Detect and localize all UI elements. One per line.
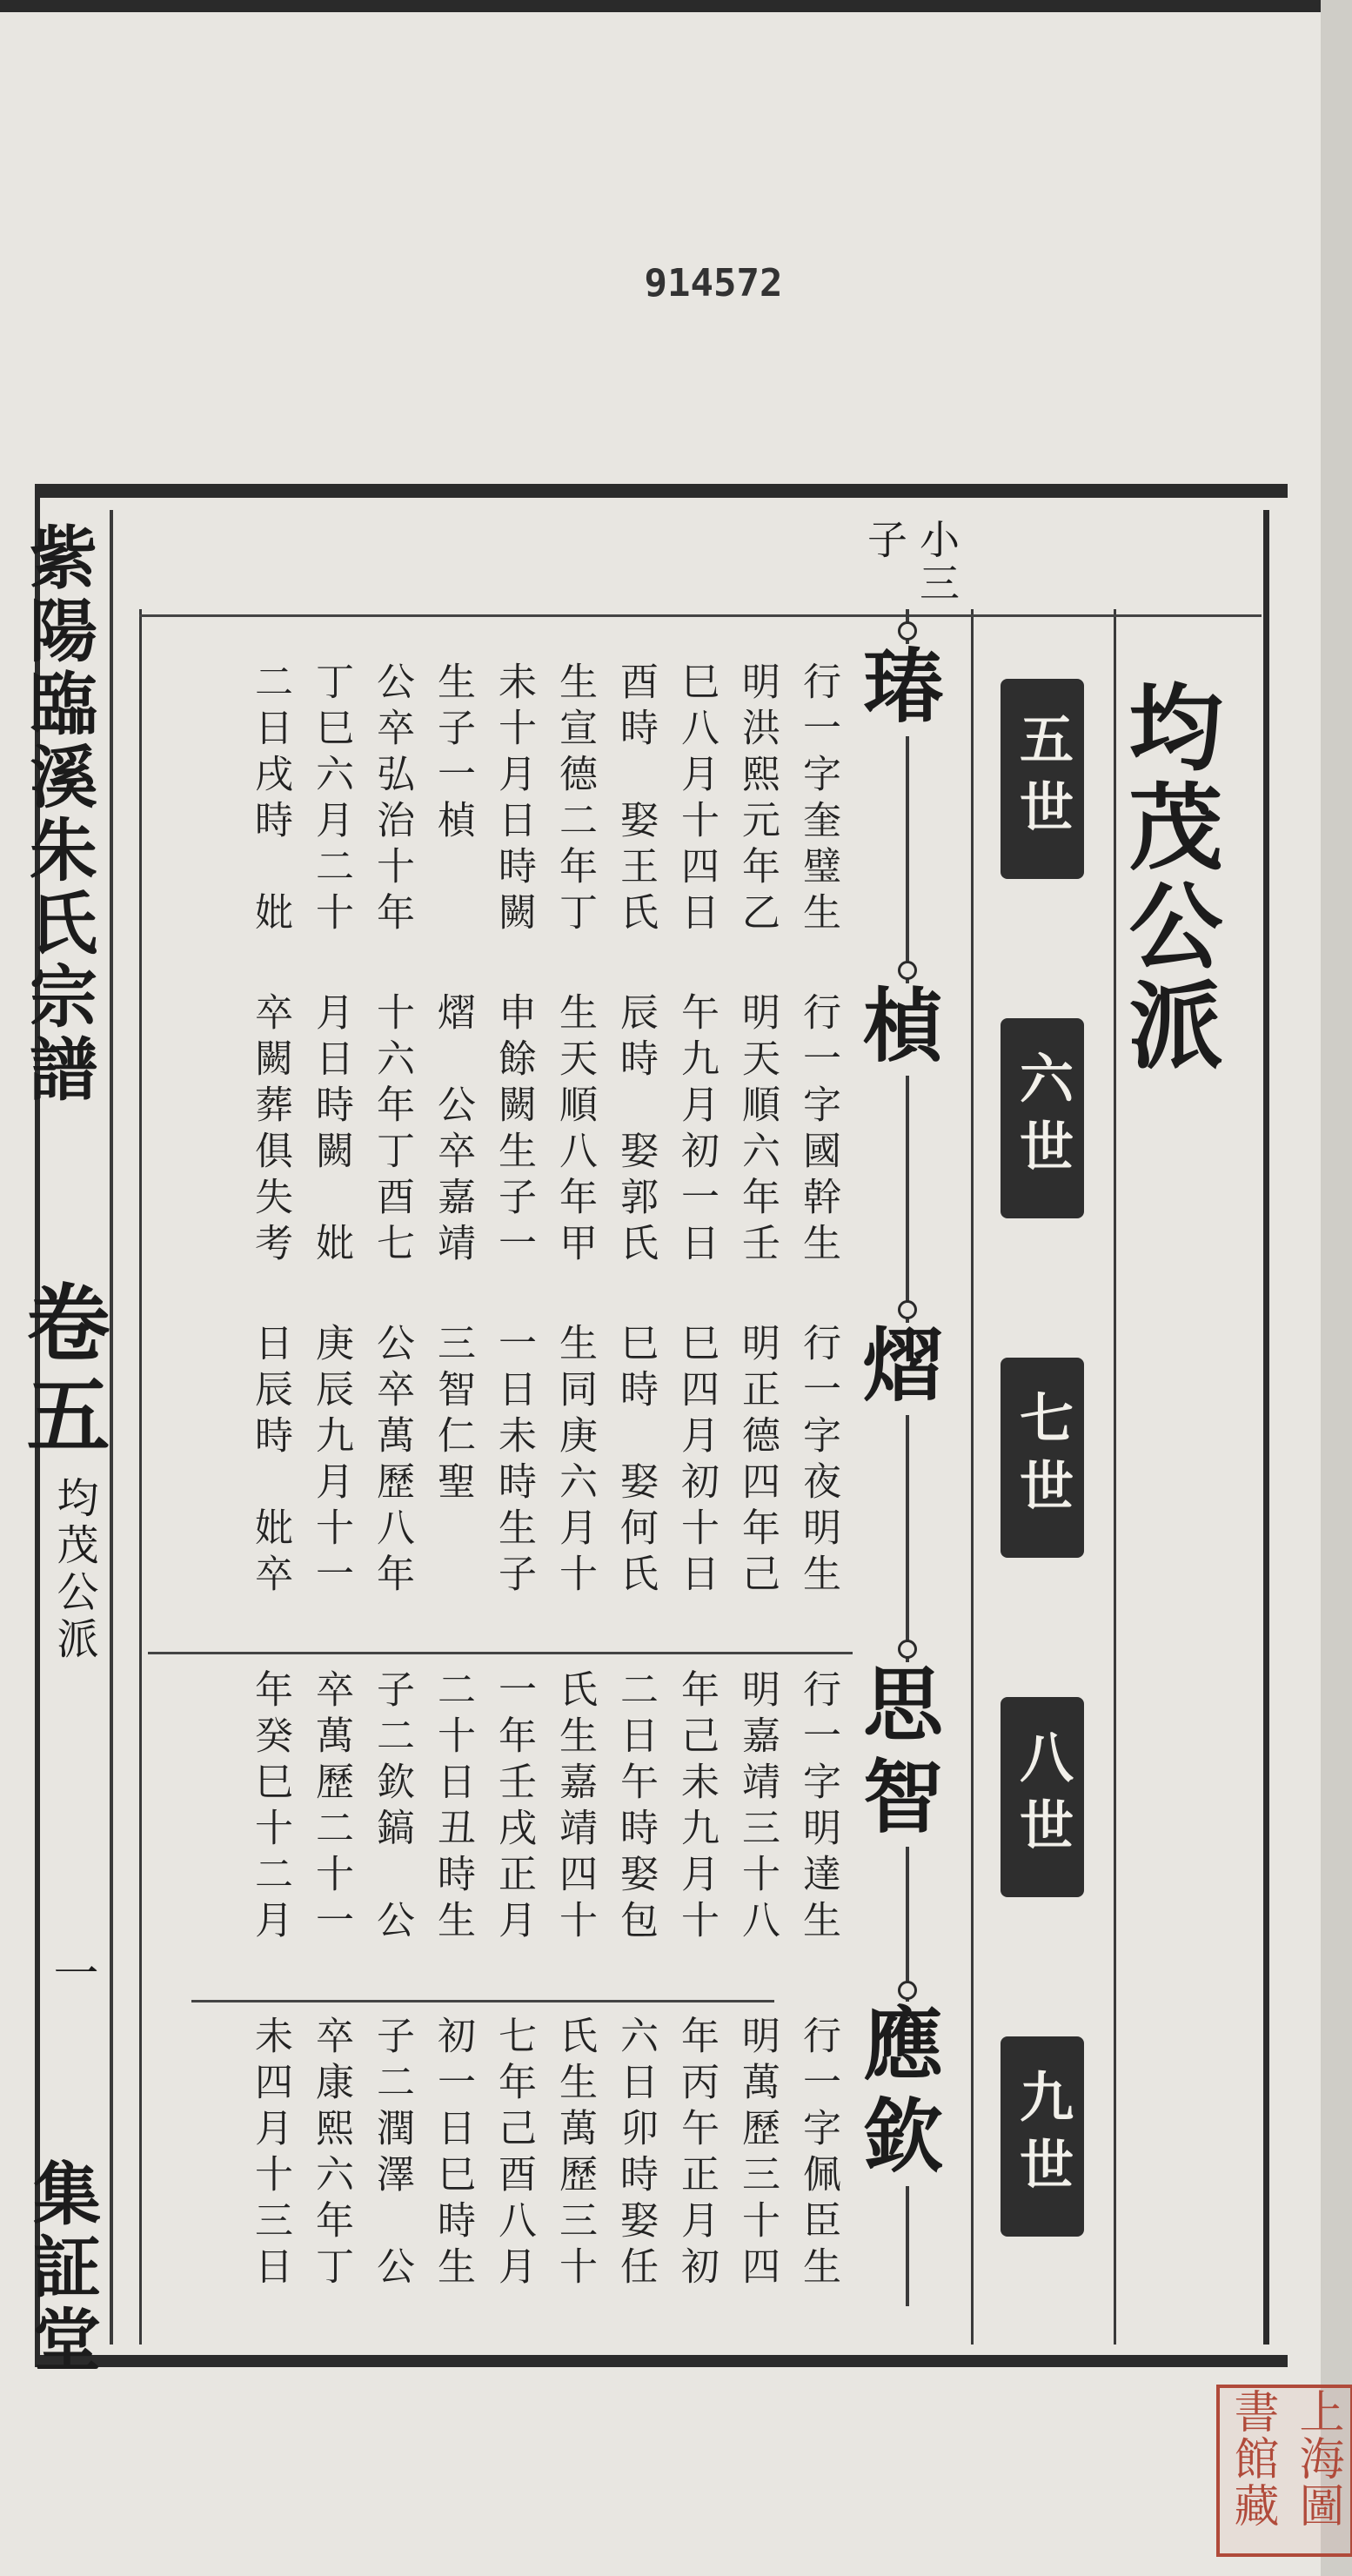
frame-bottom-border <box>35 2355 1288 2367</box>
bio-column: 申餘闕生子一 <box>492 992 536 1269</box>
branch-title: 均茂公派 <box>1113 679 1222 1076</box>
bio-column: 卒萬歷二十一 <box>309 1669 353 1946</box>
generation-label: 八世 <box>1010 1729 1074 1865</box>
margin-page-number: 一 <box>45 1949 97 1995</box>
bio-column: 辰時 娶郭氏 <box>613 992 658 1269</box>
margin-branch-label: 均茂公派 <box>50 1476 98 1664</box>
bio-column: 三智仁聖 <box>431 1323 475 1507</box>
bio-column: 卒康熙六年丁 <box>309 2016 353 2292</box>
bio-column: 月日時闕 妣 <box>309 992 353 1269</box>
bio-column: 氏生萬歷三十 <box>552 2016 597 2292</box>
lineage-name-gen9: 應欽 <box>859 2002 954 2186</box>
row-divider-2 <box>191 2000 774 2002</box>
generation-badge-7 <box>1001 1358 1084 1558</box>
lineage-name-gen6: 楨 <box>859 983 954 1076</box>
lineage-node-dot <box>898 1640 917 1659</box>
bio-column: 未十月日時闕 <box>492 661 536 938</box>
bio-column: 行一字明達生 <box>796 1669 840 1946</box>
bio-column: 行一字奎璧生 <box>796 661 840 938</box>
bio-column: 子二潤澤 公 <box>370 2016 414 2292</box>
bio-column: 七年己酉八月 <box>492 2016 536 2292</box>
bio-column: 行一字國幹生 <box>796 992 840 1269</box>
lineage-name-gen8: 思智 <box>859 1662 954 1847</box>
bio-column: 一日未時生子 <box>492 1323 536 1600</box>
lineage-node-dot <box>898 621 917 641</box>
bio-column: 公卒弘治十年 <box>370 661 414 938</box>
lineage-note-xiaosan: 小三 <box>914 519 960 606</box>
bio-column: 巳四月初十日 <box>674 1323 719 1600</box>
generation-label: 七世 <box>1010 1390 1074 1526</box>
hall-name: 集証堂 <box>22 2158 101 2378</box>
generation-badge-5 <box>1001 679 1084 879</box>
generation-label: 九世 <box>1010 2069 1074 2204</box>
bio-column: 行一字夜明生 <box>796 1323 840 1600</box>
bio-column: 丁巳六月二十 <box>309 661 353 938</box>
catalog-number: 914572 <box>644 261 783 305</box>
header-rule <box>139 614 1262 617</box>
bio-column: 二日戌時 妣 <box>248 661 292 938</box>
bio-column: 行一字佩臣生 <box>796 2016 840 2292</box>
frame-right-border <box>1263 510 1269 2345</box>
bio-column: 明正德四年己 <box>735 1323 780 1600</box>
bio-column: 十六年丁酉七 <box>370 992 414 1269</box>
bio-column: 巳八月十四日 <box>674 661 719 938</box>
bio-column: 年癸巳十二月 <box>248 1669 292 1946</box>
bio-column: 年己未九月十 <box>674 1669 719 1946</box>
bio-column: 年丙午正月初 <box>674 2016 719 2292</box>
lineage-note-zi: 子 <box>861 519 908 562</box>
bio-column: 子二欽鎬 公 <box>370 1669 414 1946</box>
generation-label: 五世 <box>1010 711 1074 847</box>
volume-label: 卷五 <box>13 1279 111 1464</box>
book-title: 紫陽臨溪朱氏宗譜 <box>18 522 97 1107</box>
frame-top-border <box>35 484 1288 498</box>
bio-column: 日辰時 妣卒 <box>248 1323 292 1600</box>
bio-column: 六日卯時娶任 <box>613 2016 658 2292</box>
bio-column: 公卒萬歷八年 <box>370 1323 414 1600</box>
lineage-node-dot <box>898 1981 917 2000</box>
bio-column: 初一日巳時生 <box>431 2016 475 2292</box>
content-left-rule <box>139 609 142 2345</box>
bio-column: 午九月初一日 <box>674 992 719 1269</box>
bio-column: 熠 公卒嘉靖 <box>431 992 475 1269</box>
bio-column: 氏生嘉靖四十 <box>552 1669 597 1946</box>
lineage-node-dot <box>898 1300 917 1319</box>
bio-column: 未四月十三日 <box>248 2016 292 2292</box>
bio-column: 酉時 娶王氏 <box>613 661 658 938</box>
generation-badge-8 <box>1001 1697 1084 1897</box>
bio-column: 生同庚六月十 <box>552 1323 597 1600</box>
page-top-edge <box>0 0 1352 12</box>
lineage-name-gen5: 瑃 <box>859 644 954 736</box>
bio-column: 巳時 娶何氏 <box>613 1323 658 1600</box>
seal-text: 上海圖書館藏 <box>1226 2388 1343 2529</box>
row-divider-1 <box>148 1652 853 1654</box>
lineage-node-dot <box>898 961 917 980</box>
generation-column-rule <box>971 609 974 2345</box>
bio-column: 二日午時娶包 <box>613 1669 658 1946</box>
bio-column: 卒闕葬俱失考 <box>248 992 292 1269</box>
bio-column: 明洪熙元年乙 <box>735 661 780 938</box>
generation-label: 六世 <box>1010 1050 1074 1186</box>
bio-column: 庚辰九月十一 <box>309 1323 353 1600</box>
bio-column: 二十日丑時生 <box>431 1669 475 1946</box>
bio-column: 明天順六年壬 <box>735 992 780 1269</box>
page-right-edge <box>1321 0 1352 2576</box>
bio-column: 明嘉靖三十八 <box>735 1669 780 1946</box>
bio-column: 生宣德二年丁 <box>552 661 597 938</box>
bio-column: 生天順八年甲 <box>552 992 597 1269</box>
generation-badge-9 <box>1001 2036 1084 2237</box>
bio-column: 明萬歷三十四 <box>735 2016 780 2292</box>
bio-column: 一年壬戌正月 <box>492 1669 536 1946</box>
lineage-name-gen7: 熠 <box>859 1323 954 1415</box>
library-seal-stamp <box>1216 2385 1352 2557</box>
generation-badge-6 <box>1001 1018 1084 1218</box>
bio-column: 生子一楨 <box>431 661 475 846</box>
